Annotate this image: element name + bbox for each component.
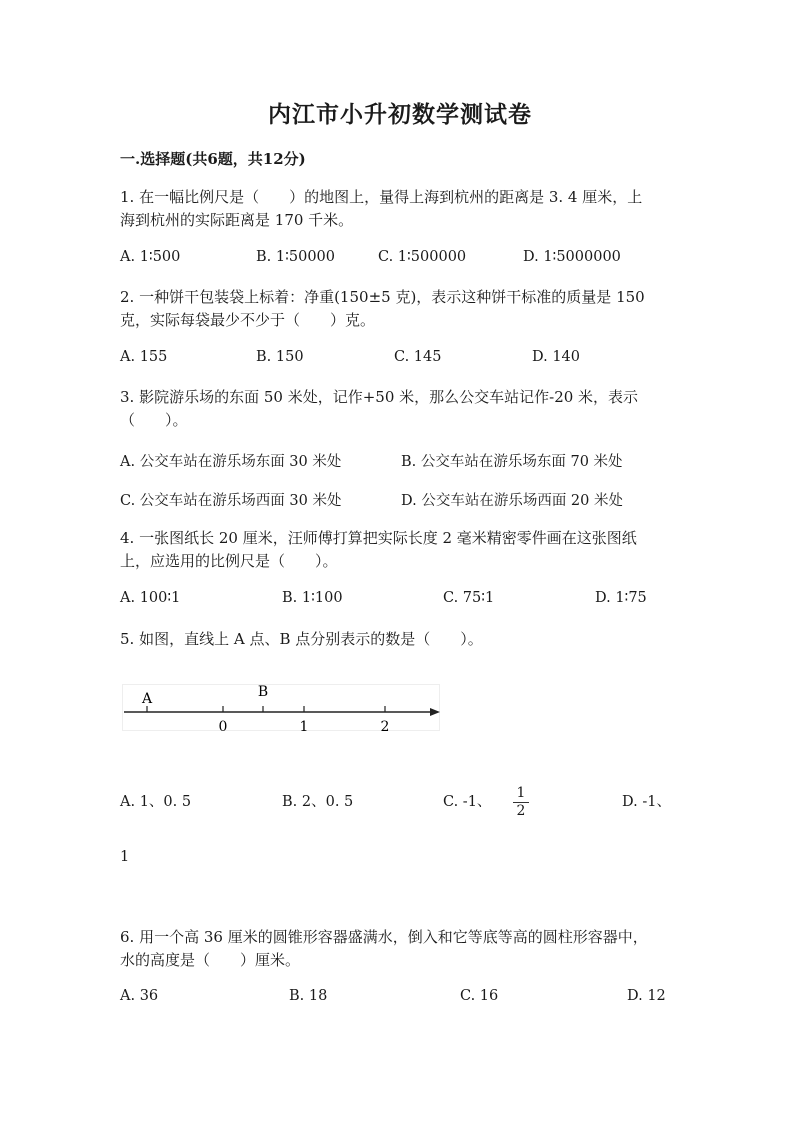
- question-1: [120, 186, 680, 232]
- question-1-line-2: 海到杭州的实际距离是 170 千米。: [120, 211, 354, 229]
- q5-option-d[interactable]: D. -1、: [622, 794, 671, 810]
- q2-option-d[interactable]: D. 140: [532, 349, 581, 365]
- q2-option-b[interactable]: B. 150: [256, 349, 304, 365]
- q3-option-a[interactable]: A. 公交车站在游乐场东面 30 米处: [120, 454, 342, 470]
- question-5: [120, 628, 680, 651]
- q6-option-d[interactable]: D. 12: [627, 988, 666, 1004]
- q5-option-c-fraction: [513, 786, 529, 819]
- number-line-figure: [122, 684, 444, 736]
- point-label-a: A: [141, 691, 153, 707]
- number-line-arrow: [430, 708, 440, 716]
- tick-label-2: 2: [380, 719, 390, 735]
- page-title: 内江市小升初数学测试卷: [268, 101, 532, 128]
- q1-option-c[interactable]: C. 1∶500000: [378, 249, 467, 265]
- q6-option-b[interactable]: B. 18: [289, 988, 328, 1004]
- question-5-line-1: 5. 如图，直线上 A 点、B 点分别表示的数是（ ）。: [120, 630, 483, 648]
- q3-option-c[interactable]: C. 公交车站在游乐场西面 30 米处: [120, 493, 342, 509]
- q4-option-a[interactable]: A. 100∶1: [120, 590, 181, 606]
- q3-option-d[interactable]: D. 公交车站在游乐场西面 20 米处: [401, 493, 623, 509]
- q2-option-a[interactable]: A. 155: [120, 349, 168, 365]
- q5-option-d-continued: 1: [120, 849, 130, 865]
- point-label-b: B: [257, 684, 269, 700]
- fraction-numerator: 1: [516, 785, 526, 801]
- question-4: [120, 527, 680, 573]
- q2-option-c[interactable]: C. 145: [394, 349, 442, 365]
- question-6: [120, 926, 680, 972]
- q1-option-d[interactable]: D. 1∶5000000: [523, 249, 621, 265]
- question-3: [120, 386, 680, 432]
- question-2-line-1: 2. 一种饼干包装袋上标着：净重(150±5 克)，表示这种饼干标准的质量是 150: [120, 288, 645, 306]
- section-heading: 一.选择题(共6题，共12分): [120, 150, 306, 168]
- question-6-line-2: 水的高度是（ ）厘米。: [120, 951, 301, 969]
- tick-label-0: 0: [218, 719, 228, 735]
- question-2: [120, 286, 680, 332]
- question-2-line-2: 克，实际每袋最少不少于（ ）克。: [120, 311, 376, 329]
- figure-border: [123, 685, 440, 731]
- fraction-denominator: 2: [516, 803, 526, 819]
- question-1-line-1: 1. 在一幅比例尺是（ ）的地图上，量得上海到杭州的距离是 3. 4 厘米，上: [120, 188, 643, 206]
- question-6-line-1: 6. 用一个高 36 厘米的圆锥形容器盛满水，倒入和它等底等高的圆柱形容器中，: [120, 928, 648, 946]
- q1-option-b[interactable]: B. 1∶50000: [256, 249, 335, 265]
- q3-option-b[interactable]: B. 公交车站在游乐场东面 70 米处: [401, 454, 623, 470]
- q5-option-a[interactable]: A. 1、0. 5: [120, 794, 192, 810]
- q1-option-a[interactable]: A. 1∶500: [120, 249, 181, 265]
- q4-option-c[interactable]: C. 75∶1: [443, 590, 495, 606]
- question-4-line-1: 4. 一张图纸长 20 厘米，汪师傅打算把实际长度 2 毫米精密零件画在这张图纸: [120, 529, 637, 547]
- q5-option-b[interactable]: B. 2、0. 5: [282, 794, 354, 810]
- q4-option-b[interactable]: B. 1∶100: [282, 590, 343, 606]
- q5-option-c[interactable]: C. -1、: [443, 794, 492, 810]
- q4-option-d[interactable]: D. 1∶75: [595, 590, 647, 606]
- q6-option-c[interactable]: C. 16: [460, 988, 499, 1004]
- q6-option-a[interactable]: A. 36: [120, 988, 159, 1004]
- question-3-line-1: 3. 影院游乐场的东面 50 米处，记作+50 米，那么公交车站记作-20 米，表示: [120, 388, 639, 406]
- tick-label-1: 1: [299, 719, 309, 735]
- question-4-line-2: 上，应选用的比例尺是（ ）。: [120, 552, 338, 570]
- question-3-line-2: （ ）。: [120, 411, 188, 429]
